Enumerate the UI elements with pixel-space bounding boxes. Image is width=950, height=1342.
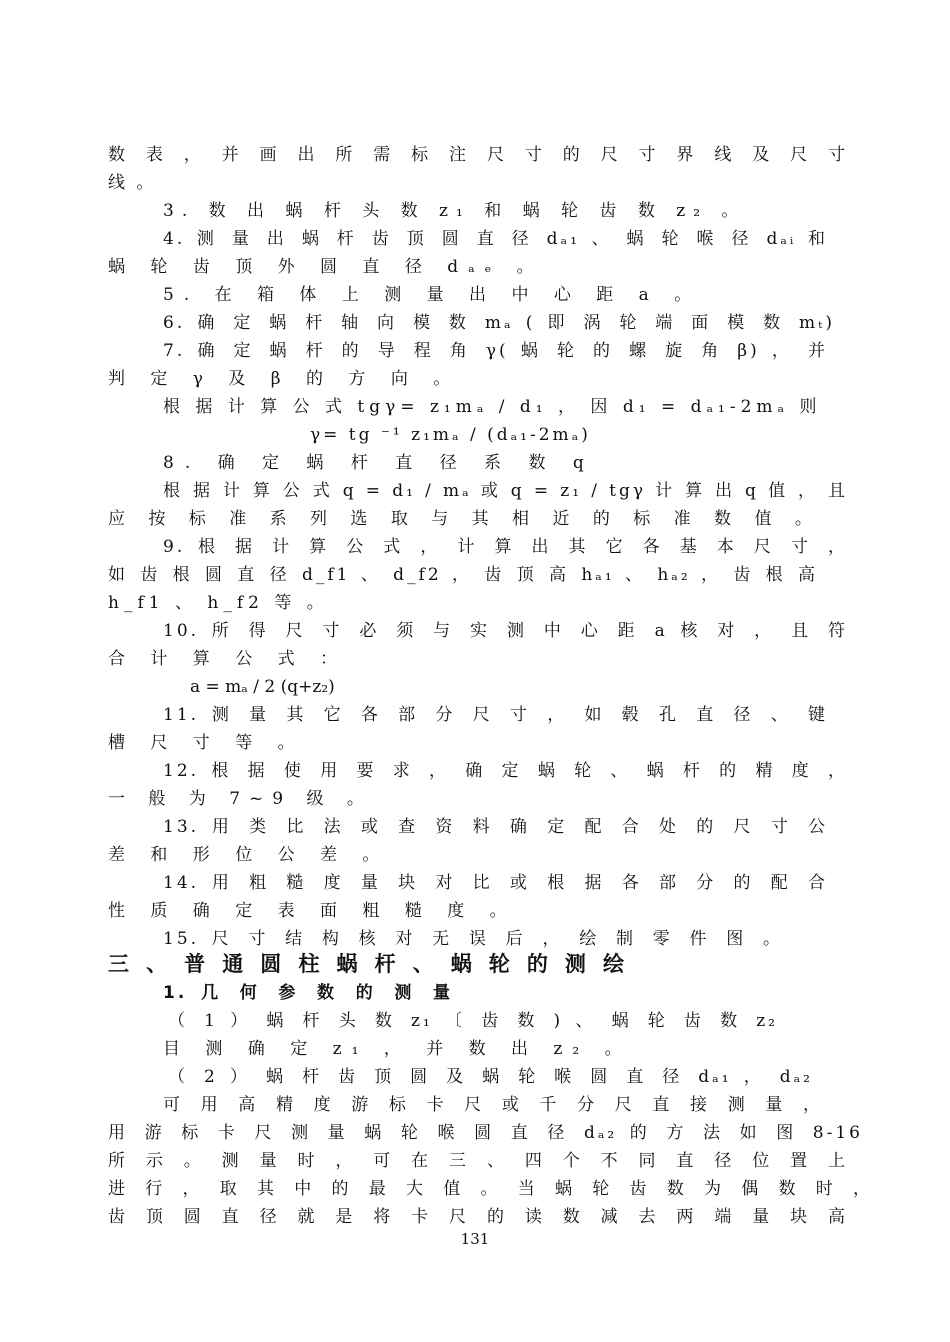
text-line: 10. 所 得 尺 寸 必 须 与 实 测 中 心 距 a 核 对 ， 且 符 [163,621,848,641]
text-line: 14. 用 粗 糙 度 量 块 对 比 或 根 据 各 部 分 的 配 合 [163,873,828,893]
subsection-heading: 1. 几 何 参 数 的 测 量 [163,983,453,1003]
text-line: 目 测 确 定 z₁ ， 并 数 出 z₂ 。 [163,1039,632,1059]
text-line: （ 2 ） 蜗 杆 齿 顶 圆 及 蜗 轮 喉 圆 直 径 dₐ₁ ， dₐ₂ [168,1067,813,1087]
text-line: 11. 测 量 其 它 各 部 分 尺 寸 ， 如 毂 孔 直 径 、 键 [163,705,828,725]
text-line: 所 示 。 测 量 时 ， 可 在 三 、 四 个 不 同 直 径 位 置 上 [108,1151,848,1171]
text-line: 5. 在 箱 体 上 测 量 出 中 心 距 a 。 [163,285,702,305]
page-number: 131 [460,1230,490,1248]
text-line: 4. 测 量 出 蜗 杆 齿 顶 圆 直 径 dₐ₁ 、 蜗 轮 喉 径 dₐᵢ 和 [163,229,828,249]
text-line: 3. 数 出 蜗 杆 头 数 z₁ 和 蜗 轮 齿 数 z₂ 。 [163,201,747,221]
text-line: 合 计 算 公 式 ： [108,649,348,669]
text-line: 判 定 γ 及 β 的 方 向 。 [108,369,461,389]
text-line: 根 据 计 算 公 式 q = d₁ / mₐ 或 q = z₁ / tgγ 计 算 出 q 值 ， 且 [163,481,848,501]
text-line: 根 据 计 算 公 式 tgγ= z₁mₐ / d₁ ， 因 d₁ = dₐ₁-2mₐ 则 [163,397,822,417]
text-line: 进 行 ， 取 其 中 的 最 大 值 。 当 蜗 轮 齿 数 为 偶 数 时 ， [108,1179,873,1199]
text-line: 应 按 标 准 系 列 选 取 与 其 相 近 的 标 准 数 值 。 [108,509,821,529]
text-line: h_f1 、 h_f2 等 。 [108,593,329,613]
text-line: 槽 尺 寸 等 。 [108,733,305,753]
formula-line: a = mₐ / 2 (q+z₂) [190,677,335,697]
text-line: （ 1 ） 蜗 杆 头 数 z₁ 〔 齿 数 ) 、 蜗 轮 齿 数 z₂ [168,1011,778,1031]
text-line: 6. 确 定 蜗 杆 轴 向 模 数 mₐ ( 即 涡 轮 端 面 模 数 mₜ) [163,313,835,333]
text-line: 7. 确 定 蜗 杆 的 导 程 角 γ( 蜗 轮 的 螺 旋 角 β) ， 并 [163,341,828,361]
section-heading: 三 、 普 通 圆 柱 蜗 杆 、 蜗 轮 的 测 绘 [108,952,628,976]
text-line: 8. 确 定 蜗 杆 直 径 系 数 q [163,453,595,473]
text-line: 用 游 标 卡 尺 测 量 蜗 轮 喉 圆 直 径 dₐ₂ 的 方 法 如 图 8-16 [108,1123,863,1143]
text-line: 可 用 高 精 度 游 标 卡 尺 或 千 分 尺 直 接 测 量 ， [163,1095,823,1115]
text-line: 如 齿 根 圆 直 径 d_f1 、 d_f2 ， 齿 顶 高 hₐ₁ 、 hₐ₂ ， 齿 根 高 [108,565,818,585]
text-line: 9. 根 据 计 算 公 式 ， 计 算 出 其 它 各 基 本 尺 寸 ， [163,537,848,557]
formula-line: γ= tg ⁻¹ z₁mₐ / (dₐ₁-2mₐ) [310,425,591,445]
text-line: 15. 尺 寸 结 构 核 对 无 误 后 ， 绘 制 零 件 图 。 [163,929,783,949]
text-line: 差 和 形 位 公 差 。 [108,845,390,865]
text-line: 一 般 为 7~9 级 。 [108,789,373,809]
text-line: 12. 根 据 使 用 要 求 ， 确 定 蜗 轮 、 蜗 杆 的 精 度 ， [163,761,848,781]
text-line: 数 表 ， 并 画 出 所 需 标 注 尺 寸 的 尺 寸 界 线 及 尺 寸 [108,145,848,165]
text-line: 齿 顶 圆 直 径 就 是 将 卡 尺 的 读 数 减 去 两 端 量 块 高 [108,1207,848,1227]
text-line: 13. 用 类 比 法 或 查 资 料 确 定 配 合 处 的 尺 寸 公 [163,817,828,837]
text-line: 蜗 轮 齿 顶 外 圆 直 径 dₐₑ 。 [108,257,544,277]
text-line: 线 。 [108,173,157,193]
text-line: 性 质 确 定 表 面 粗 糙 度 。 [108,901,517,921]
